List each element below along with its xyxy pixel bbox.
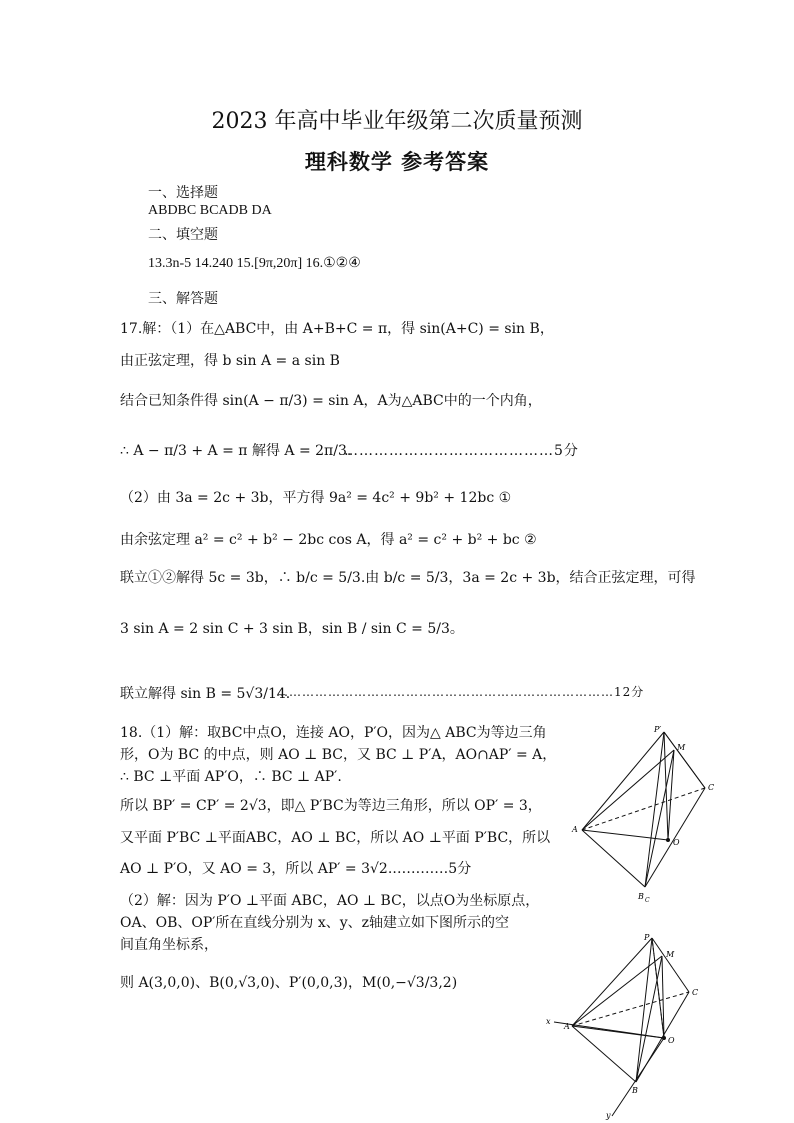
fig2-label-b: B: [632, 1086, 638, 1095]
q18-line-10: 则 A(3,0,0)、B(0,√3,0)、P′(0,0,3)，M(0,−√3/3,2): [120, 975, 458, 991]
q17-line-7: 联立①②解得 5c = 3b，∴ b/c = 5/3.由 b/c = 5/3，3a = 2c + 3b，结合正弦定理，可得: [120, 570, 696, 586]
choice-answers: ABDBC BCADB DA: [148, 203, 272, 218]
page-title: 2023 年高中毕业年级第二次质量预测: [211, 109, 583, 134]
fig2-label-c: C: [692, 988, 699, 997]
choice-heading: 一、选择题: [148, 185, 218, 201]
q17-line-5: （2）由 3a = 2c + 3b，平方得 9a² = 4c² + 9b² + 12bc ①: [120, 490, 512, 506]
fig1-label-b-sub: C: [645, 897, 650, 904]
fill-heading: 二、填空题: [148, 227, 218, 243]
fig1-label-a: A: [572, 825, 578, 834]
fig2-label-o: O: [668, 1036, 675, 1045]
q17-line-1: 17.解：（1）在△ABC中，由 A+B+C = π，得 sin(A+C) = sin B，: [120, 321, 554, 337]
page-subtitle: 理科数学 参考答案: [304, 149, 490, 174]
fill-answers: 13.3n-5 14.240 15.[9π,20π] 16.①②④: [148, 256, 361, 271]
figure-pyramid-1: [560, 722, 720, 907]
q17-score-5: ……………………………………5分: [344, 443, 579, 459]
q18-line-6: AO ⊥ P′O，又 AO = 3，所以 AP′ = 3√2.…………5分: [120, 861, 472, 877]
fig2-label-a: A: [564, 1022, 570, 1031]
q17-line-2: 由正弦定理，得 b sin A = a sin B: [120, 353, 340, 369]
fig1-label-o: O: [673, 838, 680, 847]
fig1-label-c: C: [708, 783, 715, 792]
fig2-label-x: x: [546, 1017, 551, 1026]
fig2-label-p: P: [644, 933, 650, 942]
q17-line-9: 联立解得 sin B = 5√3/14.: [120, 686, 291, 702]
q17-line-4: ∴ A − π/3 + A = π 解得 A = 2π/3.: [120, 443, 352, 459]
q17-score-12: ……………………………………………………………………12分: [276, 685, 645, 699]
q18-line-8: OA、OB、OP′所在直线分别为 x、y、z轴建立如下图所示的空: [120, 915, 510, 931]
q18-line-3: ∴ BC ⊥平面 AP′O，∴ BC ⊥ AP′.: [120, 769, 342, 785]
q18-line-2: 形，O为 BC 的中点，则 AO ⊥ BC，又 BC ⊥ P′A，AO∩AP′ = A，: [120, 747, 557, 763]
fig2-label-m: M: [666, 950, 675, 959]
q17-line-6: 由余弦定理 a² = c² + b² − 2bc cos A，得 a² = c² + b² + bc ②: [120, 532, 537, 548]
fig1-label-b: B: [638, 892, 644, 901]
q18-line-5: 又平面 P′BC ⊥平面ABC，AO ⊥ BC，所以 AO ⊥平面 P′BC，所以: [120, 830, 551, 846]
q18-line-1: 18.（1）解：取BC中点O，连接 AO，P′O，因为△ ABC为等边三角: [120, 725, 547, 741]
q18-line-7: （2）解：因为 P′O ⊥平面 ABC，AO ⊥ BC，以点O为坐标原点，: [120, 893, 540, 909]
fig1-label-m: M: [677, 743, 686, 752]
figure-pyramid-2: [540, 930, 720, 1120]
q18-line-4: 所以 BP′ = CP′ = 2√3，即△ P′BC为等边三角形，所以 OP′ = 3，: [120, 798, 542, 814]
solve-heading: 三、解答题: [148, 291, 218, 307]
q17-line-8: 3 sin A = 2 sin C + 3 sin B，sin B / sin C = 5/3。: [120, 621, 464, 637]
q17-line-3: 结合已知条件得 sin(A − π/3) = sin A，A为△ABC中的一个内角，: [120, 393, 542, 409]
q18-line-9: 间直角坐标系，: [120, 937, 218, 953]
fig1-label-p: P′: [654, 725, 662, 734]
fig2-label-y: y: [606, 1111, 611, 1120]
